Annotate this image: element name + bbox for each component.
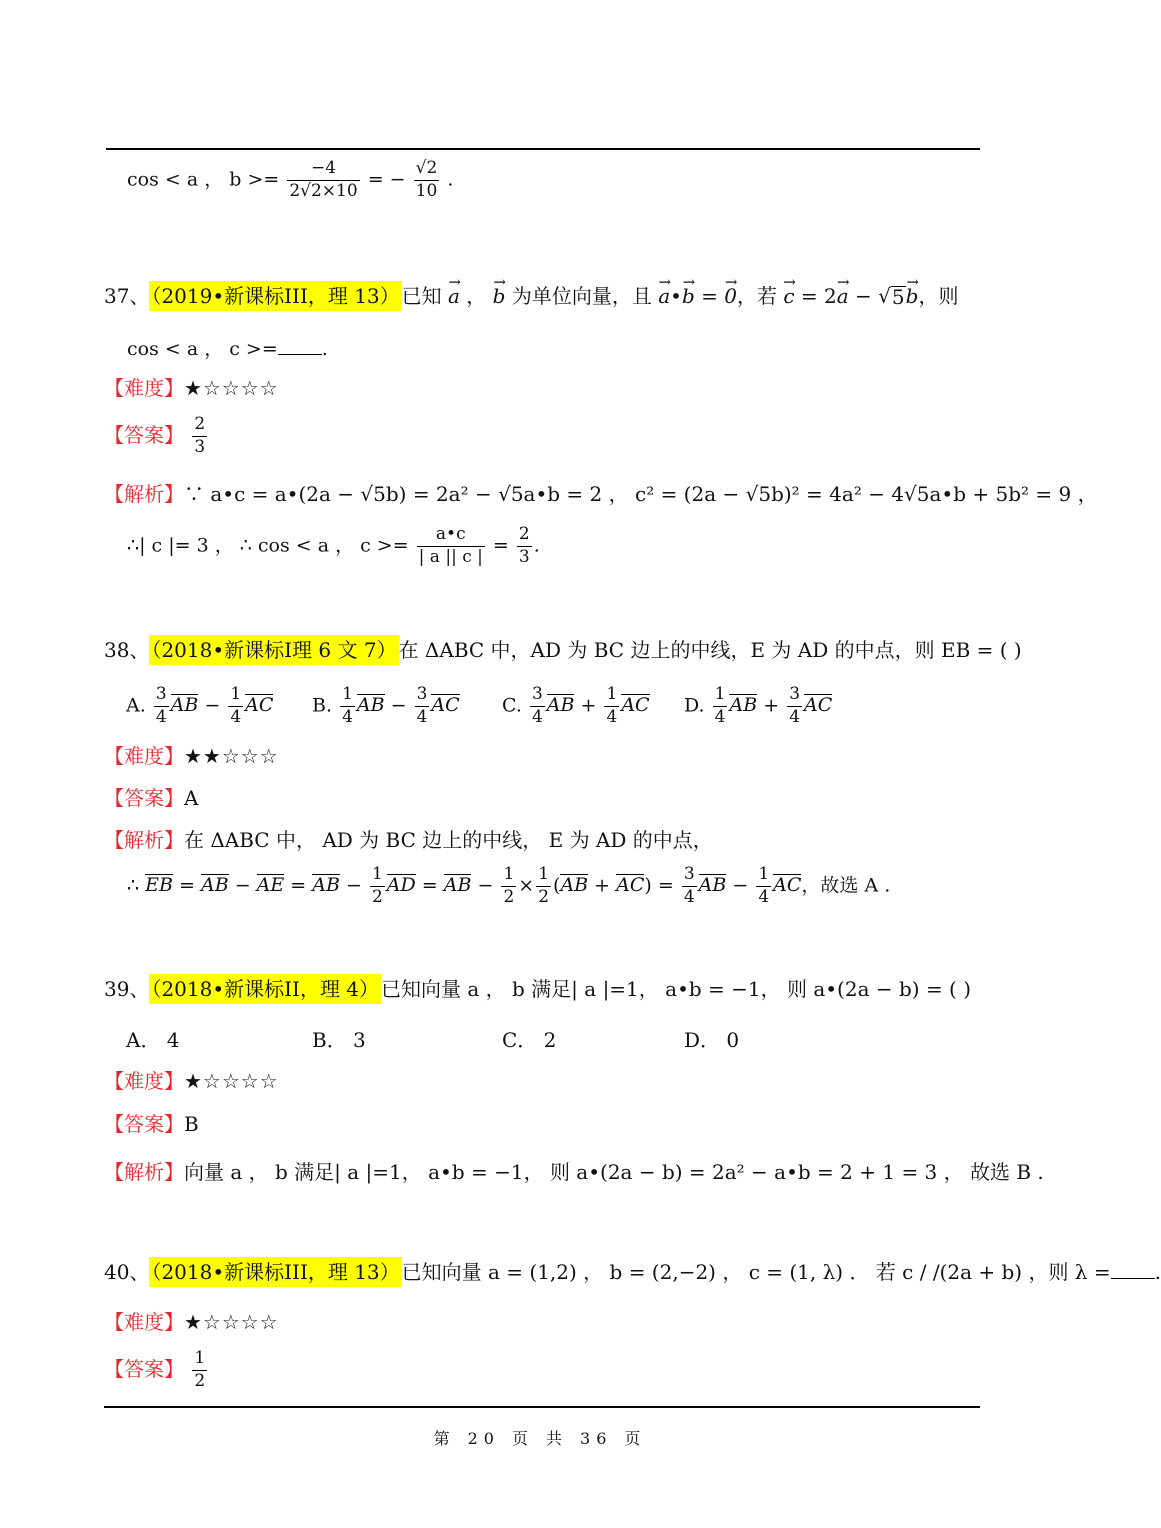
frac-num: 1: [606, 684, 618, 704]
frac-num: 1: [538, 864, 550, 884]
vector-ac: AC: [431, 694, 460, 717]
analysis-label: 【解析】: [104, 482, 184, 506]
frac-num: 3: [789, 684, 801, 704]
header-rule: [106, 148, 980, 150]
vector-ac: AC: [773, 874, 802, 897]
q37-source: （2019•新课标III，理 13）: [149, 281, 401, 311]
option-frac: [340, 686, 355, 727]
q38-analysis1-text: 在 ΔABC 中， AD 为 BC 边上的中线， E 为 AD 的中点，: [184, 828, 713, 852]
option-frac: [415, 686, 430, 727]
difficulty-stars: ★☆☆☆☆: [184, 376, 279, 400]
frac-den: 4: [789, 706, 801, 727]
q37-number: 37、: [104, 284, 150, 308]
frac-num: 3: [416, 684, 428, 704]
answer-value: B: [184, 1112, 199, 1136]
frac-num: 1: [503, 864, 515, 884]
q37-analysis-1: [104, 484, 1098, 504]
option-frac: [228, 686, 243, 727]
difficulty-stars: ★☆☆☆☆: [184, 1310, 279, 1334]
q37-analysis2-text: ∴| c |= 3 ， ∴ cos < a ， c >=: [127, 534, 409, 557]
vec-a: → a: [448, 286, 460, 306]
frac-half: [536, 866, 551, 907]
answer-value: A: [184, 786, 199, 810]
q37-analysis-num: a•c: [435, 524, 466, 544]
answer-label: 【答案】: [104, 1112, 184, 1136]
frac-num: 3: [531, 684, 543, 704]
q37-line2-text: cos < a ， c >=: [127, 338, 278, 360]
prev-frac1-den: 2√2×10: [289, 180, 358, 201]
q39-option-a: A． 4: [126, 1028, 180, 1052]
answer-label: 【答案】: [104, 422, 184, 447]
q40-stem-text: 已知向量 a = (1,2) ， b = (2,−2) ， c = (1, λ) ． 若 c / /(2a + b) ，则 λ =: [401, 1260, 1111, 1284]
q38-analysis-1: [104, 830, 713, 850]
footer-ye2: 页: [624, 1429, 647, 1448]
vector-ae: AE: [256, 874, 285, 897]
vector-ab: AB: [560, 874, 589, 897]
q37-answer: [104, 416, 209, 457]
q37-analysis-den: | a || c |: [418, 546, 483, 567]
vector-ab: AB: [729, 694, 758, 717]
frac-num: 3: [683, 864, 695, 884]
frac-num: 1: [714, 684, 726, 704]
q39-answer: [104, 1114, 199, 1134]
frac-half: [370, 866, 385, 907]
q37-stem-c: ，若: [736, 284, 777, 308]
q38-option-d: [684, 686, 832, 727]
q37-analysis-result: [517, 526, 532, 567]
q40-answer-num: 1: [194, 1348, 206, 1368]
q39-analysis: [104, 1162, 1044, 1182]
footer-gong: 共: [546, 1429, 569, 1448]
q40-answer-fraction: [192, 1350, 207, 1391]
prev-mid: = −: [367, 168, 406, 191]
vector-ab: AB: [546, 694, 575, 717]
frac-quarter: [756, 866, 771, 907]
q38-stem-text: 在 ΔABC 中，AD 为 BC 边上的中线，E 为 AD 的中点，则 EB = ( ): [398, 638, 1022, 662]
option-label: C.: [502, 694, 522, 717]
vec-a: → a: [658, 286, 670, 306]
q39-option-c: C． 2: [502, 1028, 557, 1052]
frac-den: 4: [342, 706, 353, 727]
q37-stem-a: 已知: [401, 284, 442, 308]
analysis-label: 【解析】: [104, 828, 184, 852]
q39-option-d: D． 0: [684, 1028, 740, 1052]
vector-eb: EB: [145, 874, 173, 897]
q39-stem-text: 已知向量 a ， b 满足| a |=1， a•b = −1， 则 a•(2a − b) = ( ): [381, 977, 972, 1001]
q40-stem: [104, 1262, 1161, 1282]
q37-stem-d: ，则: [918, 284, 959, 308]
q40-answer: [104, 1350, 209, 1391]
frac-num: 3: [155, 684, 167, 704]
q38-option-c: [502, 686, 650, 727]
answer-blank: [278, 353, 322, 355]
vec-c: → c: [783, 286, 794, 306]
frac-half: [501, 866, 516, 907]
q39-difficulty: [104, 1071, 279, 1091]
difficulty-label: 【难度】: [104, 744, 184, 768]
frac-den: 4: [683, 886, 695, 907]
frac-den: 2: [371, 886, 383, 907]
option-operator: +: [580, 694, 597, 717]
prev-result-line: [127, 160, 453, 201]
q38-analysis-2: ∴ EB = AB − AE = AB − $\frac{1}{2}$ AD = AB − $\frac{1}{2}$ × $\frac{1}{2}$ (AB + AC) = $\frac{3}{4}$ AB − $\frac{1}{4}$ AC，故选 A .: [127, 864, 891, 907]
q37-answer-den: 3: [194, 436, 206, 457]
q38-number: 38、: [104, 638, 150, 662]
vector-ab: AB: [200, 874, 229, 897]
difficulty-stars: ★☆☆☆☆: [184, 1069, 279, 1093]
prev-lhs: cos < a ， b >=: [127, 168, 280, 191]
q38-answer: [104, 788, 198, 808]
prev-fraction-1: [287, 160, 359, 201]
prev-fraction-2: [414, 160, 440, 201]
option-label: D.: [684, 694, 705, 717]
q37-line2: cos < a ， c >= .: [127, 338, 328, 360]
q38-difficulty: [104, 746, 279, 766]
q39-option-b: B． 3: [312, 1028, 366, 1052]
vector-ab: AB: [443, 874, 472, 897]
footer-page-number: 20: [467, 1429, 500, 1448]
difficulty-label: 【难度】: [104, 1069, 184, 1093]
frac-den: 4: [758, 886, 770, 907]
vector-ab: AB: [356, 694, 385, 717]
q38-stem: [104, 640, 1022, 660]
option-frac: [530, 686, 545, 727]
option-operator: −: [390, 694, 407, 717]
difficulty-stars: ★★☆☆☆: [184, 744, 279, 768]
frac-num: 1: [230, 684, 242, 704]
q37-stem: 37、 （2019•新课标III，理 13） 已知 → a ， → b 为单位向量，且 → a•→ b = → 0，若 → c = 2→ a − √ 5 → b，则: [104, 286, 958, 307]
vector-ab: AB: [170, 694, 199, 717]
footer-total-pages: 36: [580, 1429, 613, 1448]
footer-ye: 页: [511, 1429, 534, 1448]
vector-ad: AD: [386, 874, 416, 897]
q37-result-num: 2: [518, 524, 530, 544]
q37-stem-b: 为单位向量，且: [511, 284, 652, 308]
vector-ab: AB: [698, 874, 727, 897]
option-operator: −: [204, 694, 221, 717]
q37-answer-num: 2: [194, 414, 206, 434]
analysis-label: 【解析】: [104, 1160, 184, 1184]
option-label: A.: [126, 694, 146, 717]
prev-frac1-num: −4: [310, 158, 337, 178]
frac-den: 4: [230, 706, 242, 727]
vector-ab: AB: [312, 874, 340, 897]
option-operator: +: [763, 694, 780, 717]
answer-blank: [1111, 1277, 1155, 1279]
vec-zero: → 0: [724, 286, 737, 306]
answer-label: 【答案】: [104, 1356, 184, 1381]
q40-stem-end: .: [1154, 1260, 1161, 1284]
answer-label: 【答案】: [104, 786, 184, 810]
frac-den: 2: [538, 886, 550, 907]
q40-source: （2018•新课标III，理 13）: [149, 1257, 401, 1287]
frac-den: 4: [531, 706, 543, 727]
q40-difficulty: [104, 1312, 279, 1332]
vector-ac: AC: [616, 874, 645, 897]
option-frac: [713, 686, 728, 727]
option-frac: [787, 686, 802, 727]
option-frac: [604, 686, 619, 727]
difficulty-label: 【难度】: [104, 1310, 184, 1334]
q40-number: 40、: [104, 1260, 150, 1284]
prev-frac2-num: √2: [415, 158, 438, 178]
option-label: B.: [312, 694, 333, 717]
difficulty-label: 【难度】: [104, 376, 184, 400]
vec-a: → a: [837, 286, 849, 306]
frac-num: 1: [758, 864, 770, 884]
q37-analysis-2: ∴| c |= 3 ， ∴ cos < a ， c >= $\frac{a•c}{| a || c |}$ = $\frac{2}{3}$ .: [127, 524, 540, 567]
frac-three-quarters: [682, 866, 697, 907]
vec-b: → b: [493, 286, 506, 306]
q39-source: （2018•新课标II，理 4）: [149, 974, 381, 1004]
prev-end: .: [447, 168, 454, 191]
q38-option-a: [126, 686, 273, 727]
frac-num: 1: [342, 684, 353, 704]
q38-analysis2-end: ，故选 A .: [801, 874, 891, 897]
frac-den: 4: [606, 706, 618, 727]
sqrt-5: √ 5: [878, 284, 905, 309]
frac-den: 4: [416, 706, 428, 727]
vector-ac: AC: [804, 694, 833, 717]
option-frac: [154, 686, 169, 727]
q38-source: （2018•新课标I理 6 文 7）: [149, 635, 398, 665]
vec-b: → b: [682, 286, 695, 306]
q39-number: 39、: [104, 977, 150, 1001]
frac-num: 1: [371, 864, 383, 884]
q37-result-den: 3: [518, 546, 530, 567]
frac-den: 4: [714, 706, 726, 727]
q39-analysis-text: 向量 a ， b 满足| a |=1， a•b = −1， 则 a•(2a − b) = 2a² − a•b = 2 + 1 = 3 ， 故选 B .: [184, 1160, 1044, 1184]
q39-stem: [104, 979, 971, 999]
footer-rule: [104, 1406, 980, 1408]
vector-ac: AC: [621, 694, 650, 717]
vector-ac: AC: [245, 694, 274, 717]
vec-b: → b: [906, 286, 919, 306]
frac-den: 4: [155, 706, 167, 727]
page-footer: [0, 1426, 1080, 1449]
q40-answer-den: 2: [194, 1370, 206, 1391]
footer-di: 第: [433, 1429, 456, 1448]
q37-difficulty: [104, 378, 279, 398]
q38-option-b: [312, 686, 460, 727]
frac-den: 2: [503, 886, 515, 907]
q37-analysis-fraction: [417, 526, 485, 567]
q37-answer-fraction: [192, 416, 207, 457]
q37-analysis1-text: ∵ a•c = a•(2a − √5b) = 2a² − √5a•b = 2 ， c² = (2a − √5b)² = 4a² − 4√5a•b + 5b² = 9 ，: [184, 482, 1098, 506]
prev-frac2-den: 10: [415, 180, 438, 201]
